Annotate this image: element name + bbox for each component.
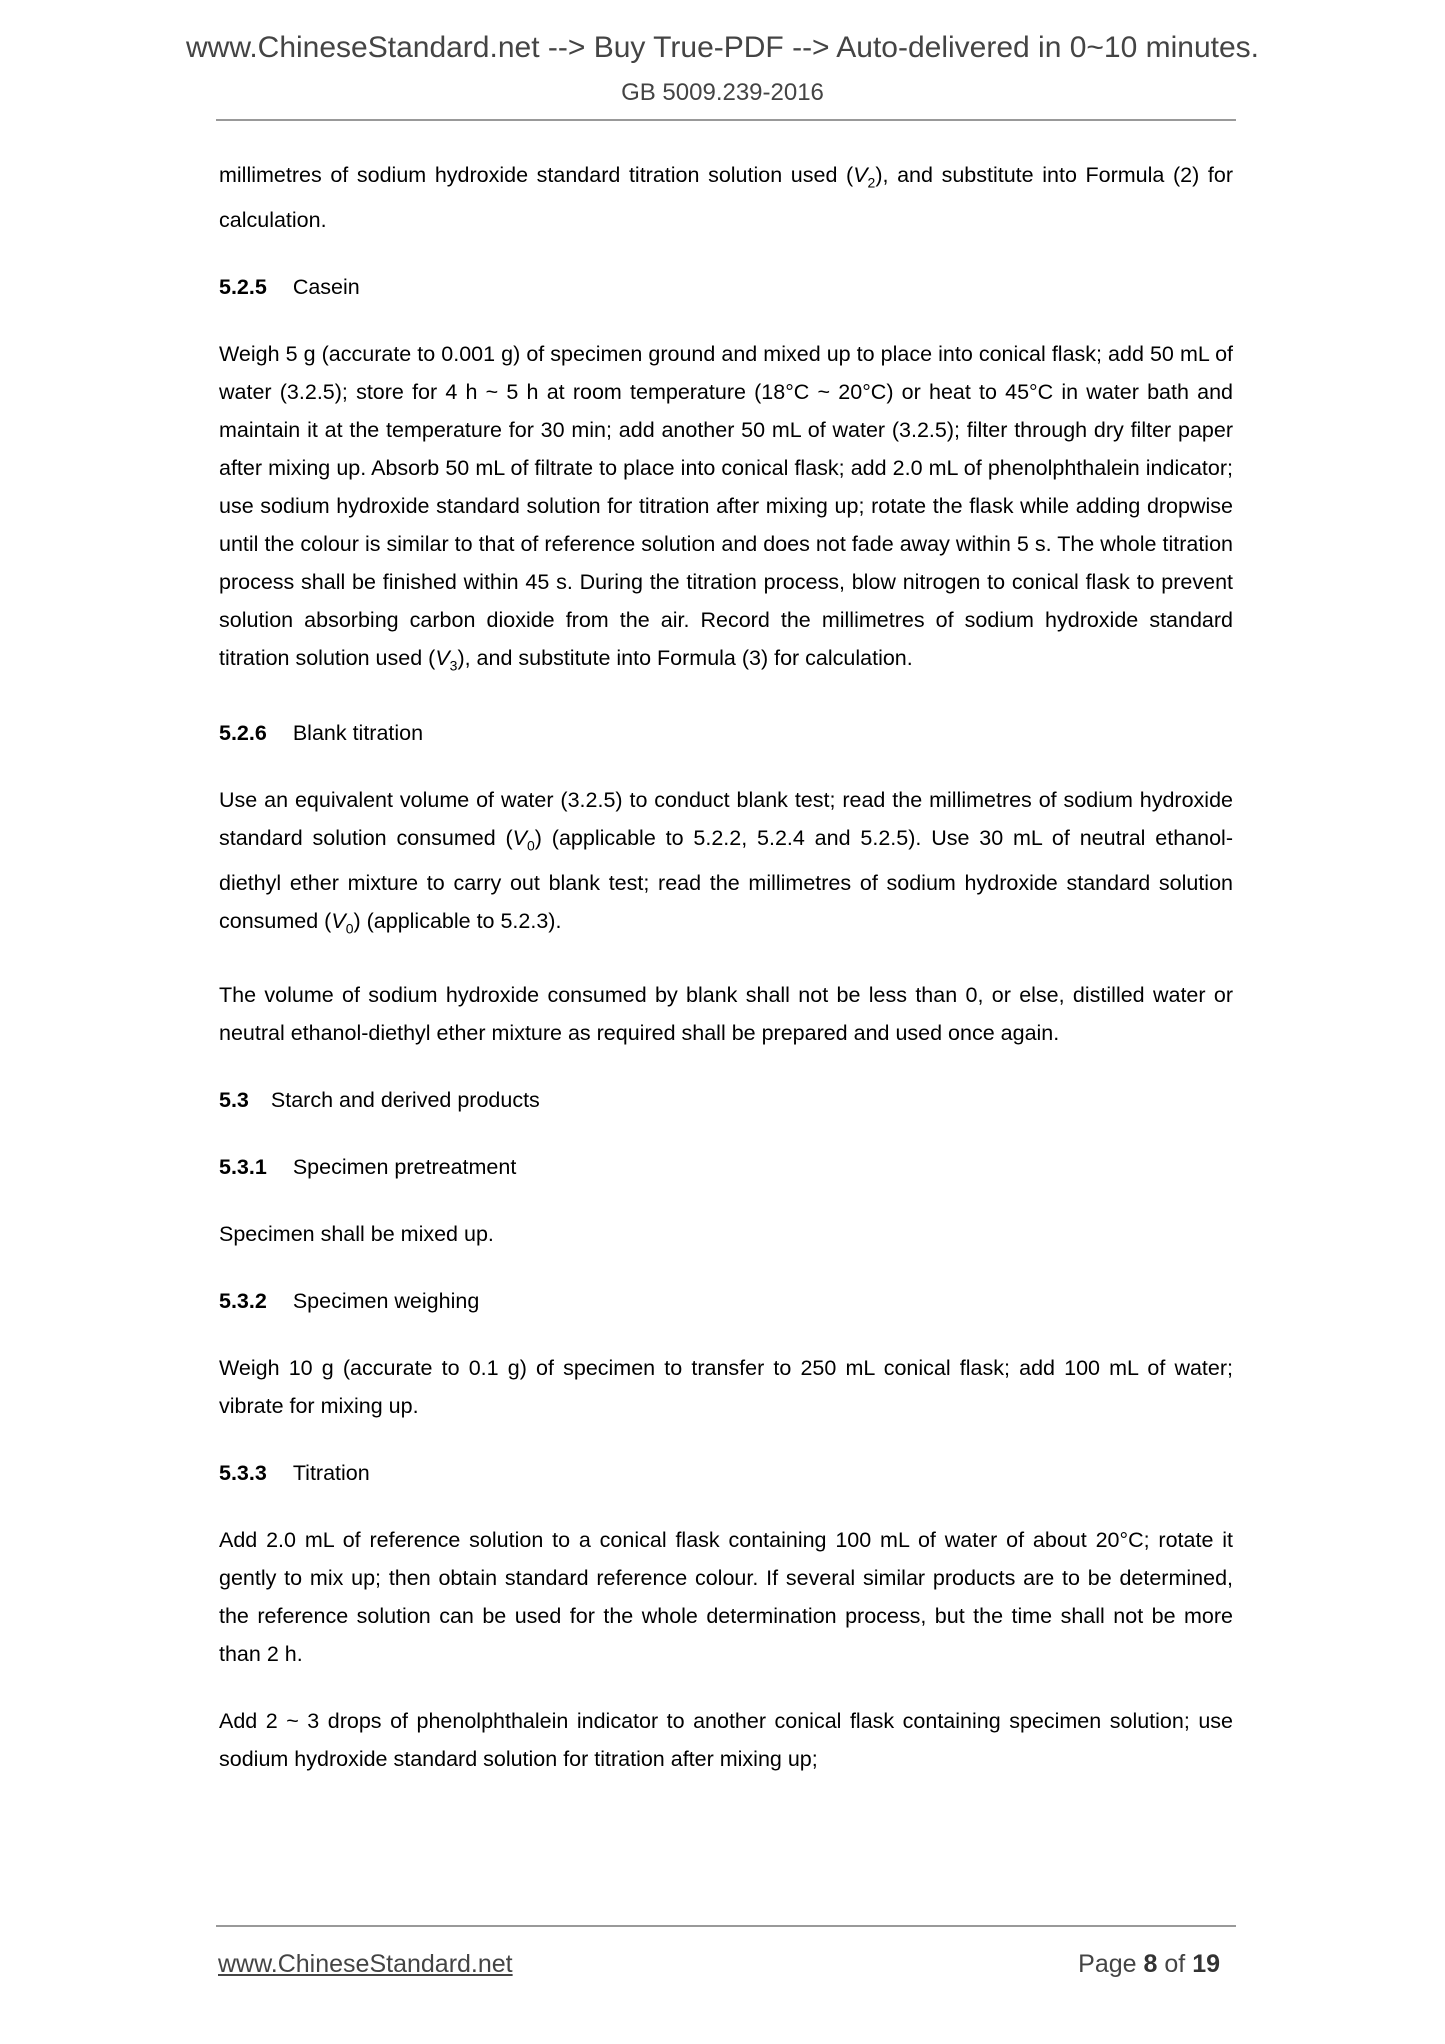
section-title: Titration <box>292 1461 370 1486</box>
text: ) (applicable to 5.2.3). <box>353 908 562 933</box>
section-number: 5.2.5 <box>219 275 267 300</box>
section-title: Starch and derived products <box>270 1088 540 1113</box>
variable-subscript: 0 <box>345 920 354 937</box>
text: ), and substitute into Formula (2) for calculation. <box>219 163 1233 233</box>
variable-symbol: V <box>435 646 450 671</box>
paragraph: Specimen shall be mixed up. <box>219 1222 494 1247</box>
header-divider <box>216 119 1236 121</box>
header-banner: www.ChineseStandard.net --> Buy True-PDF --> Auto-delivered in 0~10 minutes. <box>185 31 1260 64</box>
section-title: Specimen pretreatment <box>292 1155 517 1180</box>
page-indicator <box>1078 1950 1220 1979</box>
variable-symbol: V <box>853 163 868 187</box>
current-page: 8 <box>1143 1950 1158 1978</box>
variable-symbol: V <box>331 908 346 933</box>
section-heading-5-2-6 <box>219 714 1233 752</box>
footer-website-link[interactable]: www.ChineseStandard.net <box>218 1950 513 1978</box>
total-pages: 19 <box>1192 1950 1220 1978</box>
variable-subscript: 0 <box>527 836 535 853</box>
footer-divider <box>216 1925 1236 1927</box>
section-heading-5-3-3 <box>219 1454 1233 1492</box>
paragraph: Add 2.0 mL of reference solution to a conical flask containing 100 mL of water of about 20°C; rotate it gently to mix up; then obtain standard reference colour. If several similar products are to be determined, the reference solution can be used for the whole determination process, but the time shall not be more than 2 h. <box>219 1528 1233 1667</box>
section-heading-5-3 <box>219 1081 1233 1119</box>
paragraph <box>219 781 1233 948</box>
section-number: 5.3 <box>219 1088 249 1113</box>
standard-code: GB 5009.239-2016 <box>621 79 824 106</box>
section-heading-5-2-5 <box>219 268 1233 306</box>
text: millimetres of sodium hydroxide standard titration solution used ( <box>219 163 854 187</box>
section-heading-5-3-2 <box>219 1282 1233 1320</box>
text: ) (applicable to 5.2.2, 5.2.4 and 5.2.5). Use 30 mL of neutral ethanol-diethyl ether mixture to carry out blank test; read the millimetres of sodium hydroxide standard solution consumed ( <box>219 825 1233 933</box>
page-label: Page <box>1078 1950 1137 1978</box>
paragraph: The volume of sodium hydroxide consumed by blank shall not be less than 0, or else, distilled water or neutral ethanol-diethyl ether mixture as required shall be prepared and used once again. <box>219 983 1233 1046</box>
text: Weigh 5 g (accurate to 0.001 g) of specimen ground and mixed up to place into conical flask; add 50 mL of water (3.2.5); store for 4 h ~ 5 h at room temperature (18°C ~ 20°C) or heat to 45°C in water bath and maintain it at the temperature for 30 min; add another 50 mL of water (3.2.5); filter through dry filter paper after mixing up. Absorb 50 mL of filtrate to place into conical flask; add 2.0 mL of phenolphthalein indicator; use sodium hydroxide standard solution for titration after mixing up; rotate the flask while adding dropwise until the colour is similar to that of reference solution and does not fade away within 5 s. The whole titration process shall be finished within 45 s. During the titration process, blow nitrogen to conical flask to prevent solution absorbing carbon dioxide from the air. Record the millimetres of sodium hydroxide standard titration solution used ( <box>219 342 1233 671</box>
section-number: 5.3.1 <box>219 1155 267 1180</box>
text: ), and substitute into Formula (3) for calculation. <box>457 646 913 671</box>
section-number: 5.3.2 <box>219 1289 267 1314</box>
of-label: of <box>1164 1950 1186 1978</box>
paragraph: Weigh 10 g (accurate to 0.1 g) of specimen to transfer to 250 mL conical flask; add 100 mL of water; vibrate for mixing up. <box>219 1356 1233 1419</box>
section-number: 5.3.3 <box>219 1461 267 1486</box>
section-number: 5.2.6 <box>219 720 267 745</box>
section-title: Blank titration <box>292 720 424 745</box>
paragraph <box>219 156 1233 239</box>
variable <box>853 163 876 191</box>
variable-symbol: V <box>512 825 527 850</box>
text: Use an equivalent volume of water (3.2.5) to conduct blank test; read the millimetres of sodium hydroxide standard solution consumed ( <box>219 787 1233 850</box>
document-body <box>219 156 1233 1807</box>
section-heading-5-3-1 <box>219 1148 1233 1186</box>
variable-subscript: 3 <box>449 657 458 674</box>
section-title: Specimen weighing <box>292 1289 480 1314</box>
variable <box>331 908 354 937</box>
section-title: Casein <box>292 275 360 300</box>
paragraph <box>219 335 1233 684</box>
variable <box>512 825 535 853</box>
variable <box>435 646 458 674</box>
paragraph: Add 2 ~ 3 drops of phenolphthalein indicator to another conical flask containing specimen solution; use sodium hydroxide standard solution for titration after mixing up; <box>219 1709 1233 1772</box>
variable-subscript: 2 <box>867 174 876 191</box>
